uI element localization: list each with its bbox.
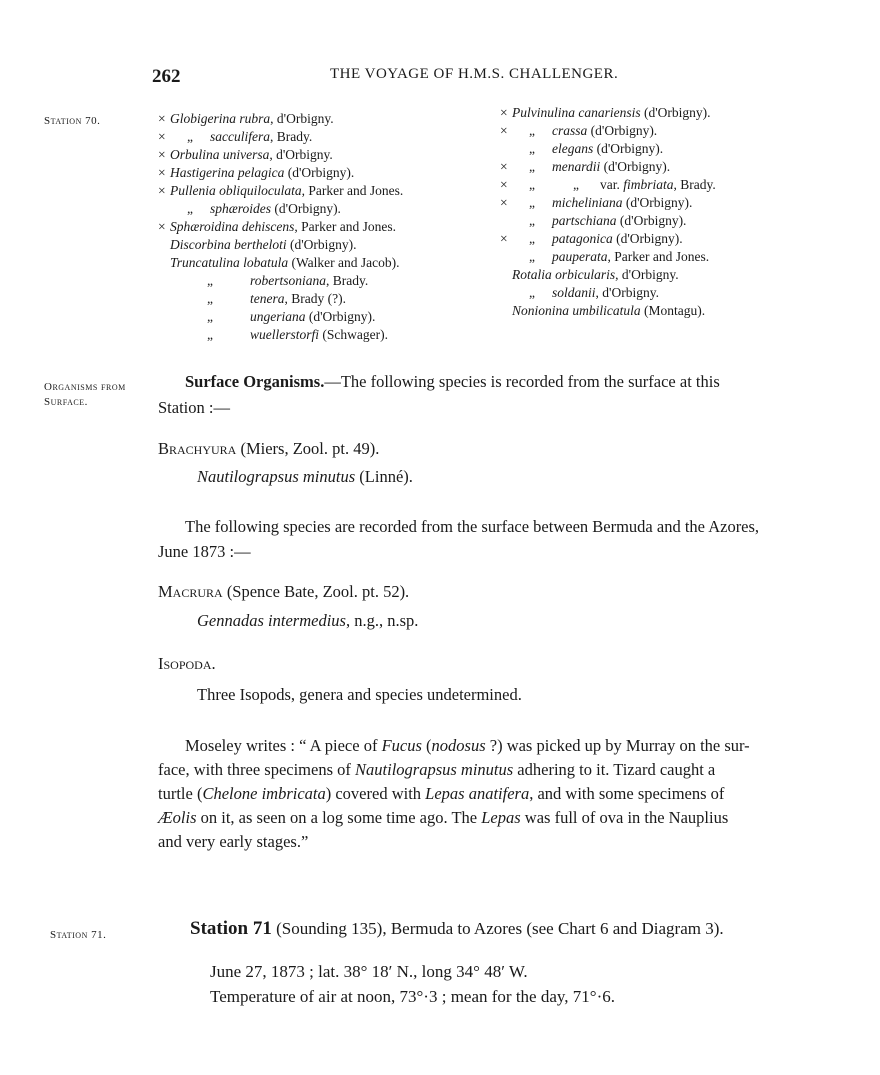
author-text: (d'Orbigny). [640,105,711,120]
species-line [500,104,716,122]
genus-name: Truncatulina lobatula [170,255,289,270]
moseley-l3c: ) covered with [325,784,426,803]
species-line [500,248,716,266]
cross-mark: × [500,195,508,210]
genus-name: Pulvinulina canariensis [512,105,641,120]
species-name: pauperata [552,249,608,264]
author-text: (d'Orbigny). [612,231,683,246]
author-text: (d'Orbigny). [593,141,664,156]
station71-line2: Temperature of air at noon, 73°·3 ; mean for the day, 71°·6. [210,987,615,1006]
species-line [500,158,716,176]
species-name: partschiana [552,213,617,228]
species-name: robertsoniana [250,273,327,288]
moseley-l1a: Moseley writes : “ A piece of [185,736,382,755]
ditto-mark: „ [529,141,535,156]
moseley-l1c: ( [421,736,432,755]
cross-mark: × [500,123,508,138]
species-line [158,326,403,344]
station71-title: Station 71 [190,918,272,939]
moseley-line5: and very early stages.” [158,832,309,851]
author-text: (Montagu). [640,303,706,318]
species-line [500,284,716,302]
genus-name: Globigerina rubra [170,111,271,126]
author-text: (Walker and Jacob). [288,255,400,270]
ditto-mark: „ [207,273,213,288]
species-line [158,218,403,236]
author-text: (d'Orbigny). [622,195,693,210]
macrura-line [158,580,409,603]
moseley-lepas-anatifera: Lepas anatifera [425,784,530,803]
station71-heading [190,918,724,940]
cross-mark: × [158,111,166,126]
moseley-l4d: was full of ova in the Nauplius [520,808,729,827]
station71-rest: (Sounding 135), Bermuda to Azores (see Chart 6 and Diagram 3). [271,919,724,938]
species-line [500,302,716,320]
brachyura-line [158,437,379,460]
moseley-l2a: face, with three specimens of [158,760,356,779]
station71-line1: June 27, 1873 ; lat. 38° 18′ N., long 34° 48′ W. [210,962,528,981]
macrura-author: , n.g., n.sp. [345,611,419,630]
ditto-mark: „ [529,177,535,192]
macrura-species-line [197,609,418,632]
brachyura-ref: (Miers, Zool. pt. 49). [236,439,380,458]
isopoda-group: Isopoda. [158,654,216,673]
page-number: 262 [152,66,181,87]
ditto-mark: „ [187,129,193,144]
species-line [158,128,403,146]
ditto-mark: „ [207,291,213,306]
brachyura-author: (Linné). [355,467,413,486]
species-line [158,164,403,182]
ditto-mark: „ [529,285,535,300]
author-text: , d'Orbigny. [595,285,659,300]
moseley-nautilograpsus: Nautilograpsus minutus [355,760,514,779]
moseley-lepas: Lepas [481,808,521,827]
brachyura-species: Nautilograpsus minutus [197,467,356,486]
moseley-l4b: on it, as seen on a log some time ago. The [196,808,482,827]
species-name: menardii [552,159,601,174]
genus-name: Nonionina umbilicatula [512,303,641,318]
author-text: , Brady. [673,177,716,192]
macrura-group: Macrura [158,582,223,601]
genus-name: Orbulina universa [170,147,270,162]
ditto-mark: „ [529,213,535,228]
species-name: crassa [552,123,588,138]
species-name: ungeriana [250,309,306,324]
ditto-mark: „ [529,249,535,264]
species-name: sphæroides [210,201,272,216]
cross-mark: × [158,129,166,144]
cross-mark: × [158,147,166,162]
species-list-right [500,104,716,320]
cross-mark: × [158,219,166,234]
species-line [158,308,403,326]
cross-mark: × [500,177,508,192]
variety-name: fimbriata [623,177,674,192]
moseley-line1 [185,734,750,757]
species-line [158,254,403,272]
species-line [158,290,403,308]
moseley-l3a: turtle ( [158,784,203,803]
moseley-aeolis: Æolis [158,808,197,827]
author-text: , d'Orbigny. [269,147,333,162]
species-name: elegans [552,141,594,156]
ditto-mark: „ [187,201,193,216]
genus-name: Hastigerina pelagica [170,165,285,180]
margin-station-71: Station 71. [50,929,107,941]
between-line2: June 1873 :— [158,542,251,561]
author-text: (Schwager). [319,327,388,342]
author-text: , Brady. [326,273,369,288]
author-text: , Brady (?). [284,291,346,306]
ditto-mark: „ [529,123,535,138]
moseley-nodosus: nodosus [431,736,486,755]
moseley-l1e: ?) was picked up by Murray on the sur- [485,736,750,755]
moseley-l2c: adhering to it. Tizard caught a [513,760,716,779]
cross-mark: × [500,105,508,120]
margin-organisms-line1: Organisms from [44,381,126,393]
macrura-species: Gennadas intermedius [197,611,346,630]
author-text: (d'Orbigny). [271,201,341,216]
author-text: , d'Orbigny. [615,267,679,282]
species-line [500,140,716,158]
species-name: sacculifera [210,129,270,144]
isopoda-text: Three Isopods, genera and species undetermined. [197,685,522,704]
moseley-line3 [158,782,724,805]
species-name: wuellerstorfi [250,327,320,342]
species-list-left [158,110,403,344]
species-line [500,194,716,212]
margin-organisms [44,380,126,410]
cross-mark: × [500,159,508,174]
author-text: , Parker and Jones. [301,183,404,198]
author-text: (d'Orbigny). [616,213,687,228]
species-name: micheliniana [552,195,623,210]
species-line [158,182,403,200]
moseley-l3e: , and with some specimens of [529,784,725,803]
ditto-mark: „ [529,159,535,174]
surface-line1-text: —The following species is recorded from the surface at this [324,372,720,391]
moseley-fucus: Fucus [381,736,422,755]
cross-mark: × [158,183,166,198]
species-line [500,176,716,194]
ditto-mark: „ [529,231,535,246]
species-line [500,122,716,140]
ditto-mark: „ [529,195,535,210]
species-name: patagonica [552,231,613,246]
ditto-mark: „ [207,309,213,324]
author-text: (d'Orbigny). [284,165,355,180]
genus-name: Discorbina bertheloti [170,237,287,252]
margin-station-70: Station 70. [44,115,101,127]
genus-name: Sphæroidina dehiscens [170,219,295,234]
species-name: tenera [250,291,285,306]
genus-name: Pullenia obliquiloculata [170,183,302,198]
author-text: , Parker and Jones. [607,249,710,264]
macrura-ref: (Spence Bate, Zool. pt. 52). [222,582,410,601]
surface-para-line1 [185,370,720,393]
author-text: (d'Orbigny). [305,309,376,324]
species-line [158,272,403,290]
author-text: , Parker and Jones. [294,219,396,234]
species-line [500,266,716,284]
moseley-line4 [158,806,728,829]
variety-label: var. [600,177,620,192]
genus-name: Rotalia orbicularis [512,267,616,282]
author-text: , d'Orbigny. [270,111,334,126]
author-text: , Brady. [270,129,313,144]
author-text: (d'Orbigny). [286,237,357,252]
brachyura-group: Brachyura [158,439,237,458]
species-line [158,200,403,218]
ditto-mark: „ [207,327,213,342]
cross-mark: × [158,165,166,180]
species-line [158,236,403,254]
species-line [500,212,716,230]
running-title: THE VOYAGE OF H.M.S. CHALLENGER. [330,66,619,82]
species-line [158,110,403,128]
author-text: (d'Orbigny). [600,159,671,174]
cross-mark: × [500,231,508,246]
brachyura-species-line [197,465,413,488]
species-line [158,146,403,164]
species-line [500,230,716,248]
ditto-mark: „ [573,177,579,192]
moseley-line2 [158,758,715,781]
author-text: (d'Orbigny). [587,123,658,138]
surface-para-line2: Station :— [158,398,230,417]
surface-heading: Surface Organisms. [185,372,325,391]
margin-organisms-line2: Surface. [44,396,88,408]
moseley-chelone: Chelone imbricata [202,784,326,803]
species-name: soldanii [552,285,596,300]
between-line1: The following species are recorded from the surface between Bermuda and the Azores, [185,517,760,536]
